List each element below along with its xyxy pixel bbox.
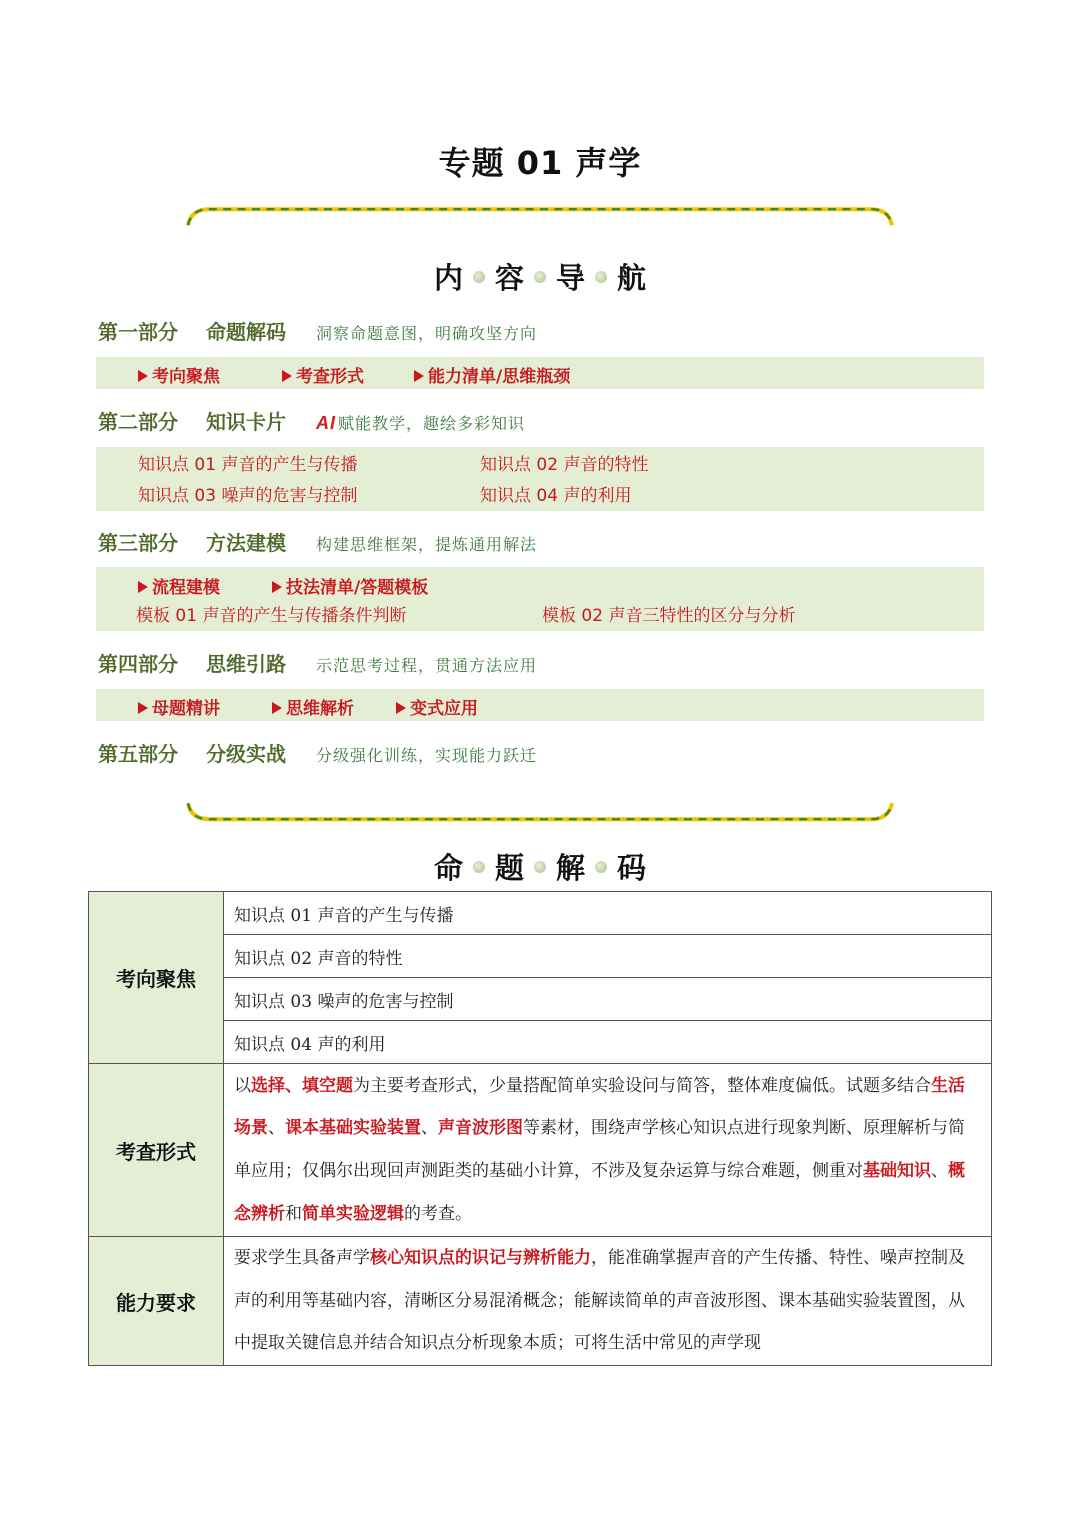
- bottom-dashed-border: [96, 800, 984, 824]
- part-1-row: 第一部分 命题解码 洞察命题意图，明确攻坚方向: [98, 320, 538, 344]
- focus-item: 知识点 02 声音的特性: [224, 935, 992, 978]
- body-text: 、: [421, 1118, 438, 1139]
- decode-table: [88, 891, 992, 1366]
- template-01: 模板 01 声音的产生与传播条件判断: [136, 606, 407, 626]
- top-dashed-border: [96, 206, 984, 230]
- highlight-text: 基础知识: [863, 1161, 931, 1181]
- highlight-text: 生活场景: [234, 1075, 965, 1139]
- part-2-row: 第二部分 知识卡片 AI 赋能教学，趣绘多彩知识: [98, 410, 526, 434]
- table-row: [89, 892, 992, 935]
- body-text: 为主要考查形式，少量搭配简单实验设问与简答，整体难度偏低。试题多结合: [353, 1075, 931, 1096]
- highlight-text: 声音波形图: [438, 1118, 523, 1139]
- body-text: 以: [234, 1075, 251, 1096]
- form-description: [224, 1064, 992, 1237]
- table-row: [89, 978, 992, 1021]
- decode-heading: 命 题 解 码: [433, 851, 647, 885]
- highlight-text: 选择、填空题: [251, 1075, 353, 1096]
- nav-item-focus: 考向聚焦: [138, 362, 220, 387]
- nav-item-technique: 技法清单/答题模板: [272, 573, 428, 598]
- part-4-band: [96, 689, 984, 721]
- table-row: [89, 1021, 992, 1064]
- nav-item-mother: 母题精讲: [138, 694, 220, 719]
- table-row: [89, 1237, 992, 1366]
- highlight-text: 概念辨析: [234, 1161, 965, 1224]
- highlight-text: 核心知识点的识记与辨析能力: [370, 1248, 591, 1269]
- focus-item: 知识点 04 声的利用: [224, 1021, 992, 1064]
- nav-item-variant: 变式应用: [396, 694, 478, 719]
- part-3-band: [96, 567, 984, 631]
- body-text: 和: [285, 1203, 302, 1224]
- kp-02: 知识点 02 声音的特性: [480, 455, 649, 475]
- table-row: [89, 935, 992, 978]
- document-title: 专题 01 声学: [438, 144, 642, 182]
- body-text: 、: [268, 1118, 285, 1139]
- highlight-text: 课本基础实验装置: [285, 1118, 421, 1139]
- nav-item-analysis: 思维解析: [272, 694, 354, 719]
- part-4-row: 第四部分 思维引路 示范思考过程，贯通方法应用: [98, 652, 538, 676]
- ai-logo: AI: [316, 413, 336, 433]
- body-text: 、: [931, 1161, 948, 1181]
- highlight-text: 简单实验逻辑: [302, 1203, 404, 1224]
- kp-03: 知识点 03 噪声的危害与控制: [138, 486, 358, 506]
- focus-label: 考向聚焦: [89, 892, 224, 1064]
- kp-01: 知识点 01 声音的产生与传播: [138, 455, 358, 475]
- focus-item: 知识点 03 噪声的危害与控制: [224, 978, 992, 1021]
- part-1-band: [96, 357, 984, 389]
- nav-heading: 内 容 导 航: [433, 261, 647, 295]
- body-text: 的考查。: [404, 1203, 472, 1224]
- template-02: 模板 02 声音三特性的区分与分析: [542, 606, 796, 626]
- part-5-row: 第五部分 分级实战 分级强化训练，实现能力跃迁: [98, 742, 538, 766]
- form-label: 考查形式: [89, 1064, 224, 1237]
- ability-label: 能力要求: [89, 1237, 224, 1366]
- part-3-row: 第三部分 方法建模 构建思维框架，提炼通用解法: [98, 531, 538, 555]
- body-text: ，能准确掌握声音的产生传播、特性、噪声控制及声的利用等基础内容，清晰区分易混淆概念；能解读简单的声音波形图、课本基础实验装置图，从中提取关键信息并结合知识点分析现象本质；可将生活中常见的声学现: [234, 1248, 965, 1354]
- ability-description: [224, 1237, 992, 1366]
- focus-item: 知识点 01 声音的产生与传播: [224, 892, 992, 935]
- table-row: [89, 1064, 992, 1237]
- nav-item-flow: 流程建模: [138, 573, 220, 598]
- body-text: 等素材，围绕声学核心知识点进行现象判断、原理解析与简单应用；仅偶尔出现回声测距类的基础小计算，不涉及复杂运算与综合难题，侧重对: [234, 1118, 965, 1181]
- kp-04: 知识点 04 声的利用: [480, 486, 632, 506]
- nav-item-form: 考查形式: [282, 362, 364, 387]
- body-text: 要求学生具备声学: [234, 1248, 370, 1269]
- part-2-band: [96, 447, 984, 511]
- nav-item-ability: 能力清单/思维瓶颈: [414, 362, 570, 387]
